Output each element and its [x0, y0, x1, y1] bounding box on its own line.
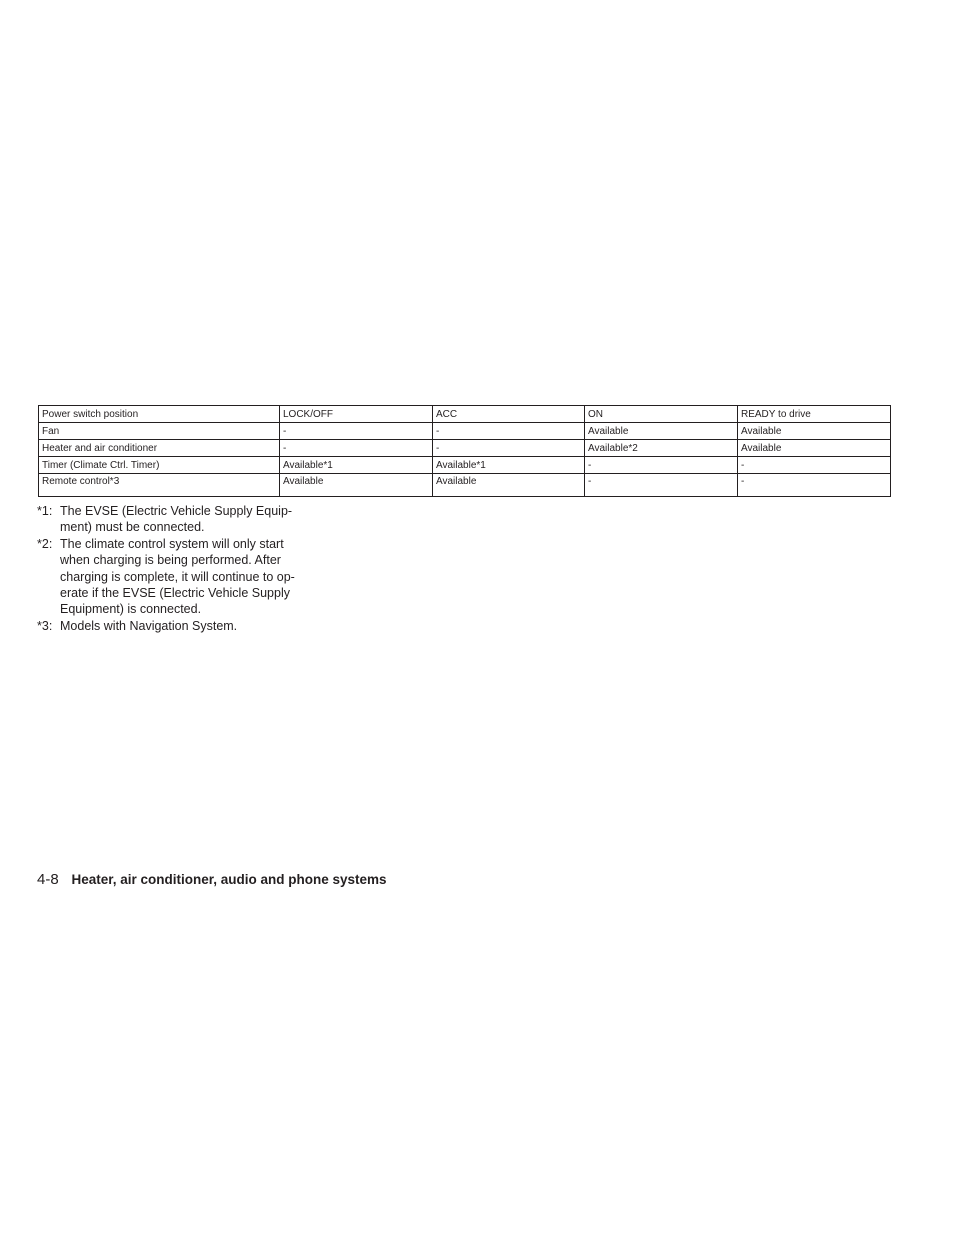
footnote-1 [37, 503, 317, 536]
table-header-row [39, 406, 891, 423]
table-row [39, 474, 891, 497]
table-cell: Available [433, 474, 585, 497]
table-cell: - [585, 457, 738, 474]
footnote-line: when charging is being performed. After [60, 553, 281, 568]
footnote-line: The EVSE (Electric Vehicle Supply Equip- [60, 504, 293, 518]
table-header-cell: LOCK/OFF [280, 406, 433, 423]
table-cell: Available*2 [585, 440, 738, 457]
page-number: 4-8 [37, 871, 59, 888]
footnote-mark: *2: [37, 536, 53, 551]
power-switch-availability-table [38, 405, 891, 497]
footnote-mark: *3: [37, 618, 53, 633]
table-cell: - [280, 423, 433, 440]
section-title: Heater, air conditioner, audio and phone systems [71, 872, 387, 887]
footnote-3 [37, 618, 317, 634]
table-cell: Available [738, 423, 891, 440]
table-cell: Timer (Climate Ctrl. Timer) [39, 457, 280, 474]
table-row [39, 440, 891, 457]
footnote-line: Models with Navigation System. [60, 618, 238, 633]
table-row [39, 423, 891, 440]
table-row [39, 457, 891, 474]
page-footer [37, 871, 387, 888]
table-cell: - [738, 457, 891, 474]
footnote-line: The climate control system will only start [60, 536, 284, 551]
footnote-line: Equipment) is connected. [60, 602, 202, 617]
table-cell: - [433, 440, 585, 457]
footnote-2 [37, 536, 317, 618]
table-header-cell: ON [585, 406, 738, 423]
footnote-line: erate if the EVSE (Electric Vehicle Supply [60, 586, 290, 601]
table-cell: - [433, 423, 585, 440]
table-cell: Fan [39, 423, 280, 440]
table-header-cell: Power switch position [39, 406, 280, 423]
footnote-line: ment) must be connected. [60, 520, 205, 535]
table-cell: Available [585, 423, 738, 440]
table-cell: - [280, 440, 433, 457]
footnotes [37, 503, 317, 634]
table-cell: Available*1 [280, 457, 433, 474]
table-cell: Available [280, 474, 433, 497]
footnote-line: charging is complete, it will continue to op- [60, 569, 295, 584]
table-header-cell: READY to drive [738, 406, 891, 423]
table-header-cell: ACC [433, 406, 585, 423]
table-cell: Available*1 [433, 457, 585, 474]
table-cell: Heater and air conditioner [39, 440, 280, 457]
table-cell: Available [738, 440, 891, 457]
table-cell: - [738, 474, 891, 497]
footnote-mark: *1: [37, 504, 53, 518]
table-cell: Remote control*3 [39, 474, 280, 497]
table-cell: - [585, 474, 738, 497]
